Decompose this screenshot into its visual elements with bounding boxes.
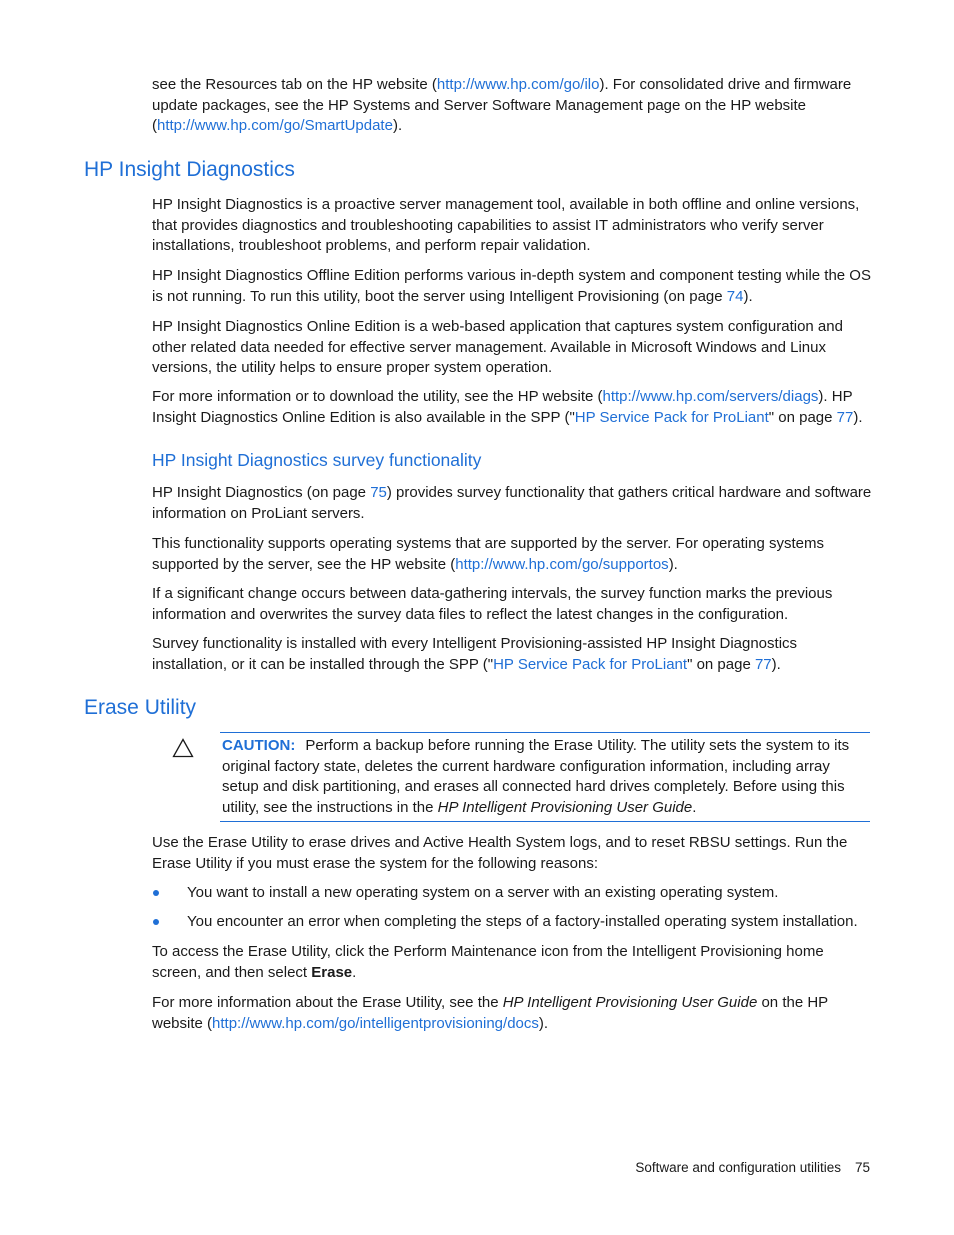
more-info-text-1: For more information about the Erase Utility, see the (152, 994, 503, 1011)
data-gathering-paragraph: If a significant change occurs between data-gathering intervals, the survey function marks the previous information and overwrites the survey data files to reflect the latest changes in the configuration. (152, 585, 833, 623)
intro-text-1: see the Resources tab on the HP website ( (152, 76, 437, 93)
erase-option-label: Erase (311, 963, 353, 981)
supportos-link[interactable]: http://www.hp.com/go/supportos (455, 555, 669, 573)
intro-paragraph (152, 75, 872, 137)
bullet-dot-icon (153, 890, 159, 896)
list-item: You want to install a new operating system on a server with an existing operating system. (187, 884, 779, 901)
more-info-text-2: on the HP website ( (152, 994, 828, 1032)
offline-text-2: ). (743, 287, 753, 305)
caution-label: CAUTION: (222, 737, 296, 754)
survey-text-2: ) provides survey functionality that gathers critical hardware and software information on ProLiant servers. (152, 484, 872, 522)
diags-link[interactable]: http://www.hp.com/servers/diags (602, 388, 819, 405)
survey-install-text-2: " on page (687, 655, 755, 673)
access-text-2: . (352, 963, 357, 981)
ilo-link[interactable]: http://www.hp.com/go/ilo (436, 76, 600, 93)
survey-install-paragraph (152, 634, 872, 675)
section-heading-erase-utility: Erase Utility (84, 696, 197, 719)
page-75-link[interactable]: 75 (370, 484, 387, 501)
download-text-4: ). (853, 408, 863, 426)
page-77-link[interactable]: 77 (836, 408, 854, 426)
download-text-2: ). HP Insight Diagnostics Online Edition is also available in the SPP (" (152, 388, 853, 426)
caution-end: . (692, 798, 697, 816)
ip-docs-link[interactable]: http://www.hp.com/go/intelligentprovisioning/docs (212, 1014, 539, 1032)
survey-text-1: HP Insight Diagnostics (on page (152, 484, 371, 501)
caution-callout (220, 732, 870, 822)
access-erase-paragraph (152, 942, 872, 983)
page-footer (635, 1160, 870, 1175)
list-item: You encounter an error when completing the steps of a factory-installed operating system installation. (187, 913, 858, 930)
survey-intro-paragraph (152, 483, 872, 524)
download-text-3: " on page (768, 408, 837, 426)
footer-title: Software and configuration utilities (635, 1160, 841, 1175)
supported-os-text-2: ). (668, 555, 678, 573)
access-text-1: To access the Erase Utility, click the Perform Maintenance icon from the Intelligent Provisioning home screen, and then select (152, 943, 824, 981)
service-pack-link-2[interactable]: HP Service Pack for ProLiant (493, 655, 688, 673)
erase-usage-paragraph: Use the Erase Utility to erase drives and Active Health System logs, and to reset RBSU settings. Run the Erase Utility if you must erase the system for the following reasons: (152, 834, 848, 872)
caution-text (222, 736, 862, 818)
page-77-link-2[interactable]: 77 (754, 655, 772, 673)
caution-guide-title: HP Intelligent Provisioning User Guide (437, 798, 693, 816)
offline-edition-paragraph (152, 266, 872, 307)
diagnostics-overview-paragraph: HP Insight Diagnostics is a proactive server management tool, available in both offline and online versions, that provides diagnostics and troubleshooting capabilities to assist IT administrators who verify server installations, troubleshoot problems, and perform repair validation. (152, 196, 860, 254)
supported-os-text-1: This functionality supports operating systems that are supported by the server. For operating systems supported by the server, see the HP website ( (152, 535, 824, 573)
smartupdate-link[interactable]: http://www.hp.com/go/SmartUpdate (157, 117, 393, 134)
page-74-link[interactable]: 74 (726, 287, 744, 305)
section-heading-insight-diagnostics: HP Insight Diagnostics (84, 158, 295, 181)
intro-text-2: ). For consolidated drive and firmware update packages, see the HP Systems and Server Software Management page on the HP website ( (152, 76, 852, 134)
service-pack-link[interactable]: HP Service Pack for ProLiant (574, 408, 769, 426)
intro-text-3: ). (392, 117, 403, 134)
page-number: 75 (854, 1160, 870, 1175)
warning-triangle-icon (172, 738, 194, 758)
survey-install-text-3: ). (771, 655, 781, 673)
download-info-paragraph (152, 387, 872, 428)
survey-install-text-1: Survey functionality is installed with every Intelligent Provisioning-assisted HP Insight Diagnostics installation, or it can be installed through the SPP (" (152, 635, 798, 673)
download-text-1: For more information or to download the utility, see the HP website ( (152, 388, 603, 405)
bullet-dot-icon (153, 919, 159, 925)
subsection-heading-survey: HP Insight Diagnostics survey functionality (152, 450, 482, 470)
supported-os-paragraph (152, 534, 872, 575)
more-info-paragraph (152, 993, 872, 1034)
more-info-text-3: ). (538, 1014, 549, 1032)
user-guide-title: HP Intelligent Provisioning User Guide (502, 994, 758, 1011)
online-edition-paragraph: HP Insight Diagnostics Online Edition is a web-based application that captures system configuration and other related data needed for effective server management. Available in Microsoft Windows and Linux versions, the utility helps to ensure proper system operation. (152, 318, 843, 376)
caution-body: Perform a backup before running the Erase Utility. The utility sets the system to its original factory state, deletes the current hardware configuration information, including array setup and disk partitioning, and erases all connected hard drives completely. Before using this utility, see the instructions in the (222, 737, 850, 816)
offline-text-1: HP Insight Diagnostics Offline Edition performs various in-depth system and component testing while the OS is not running. To run this utility, boot the server using Intelligent Provisioning (on page (152, 267, 871, 305)
